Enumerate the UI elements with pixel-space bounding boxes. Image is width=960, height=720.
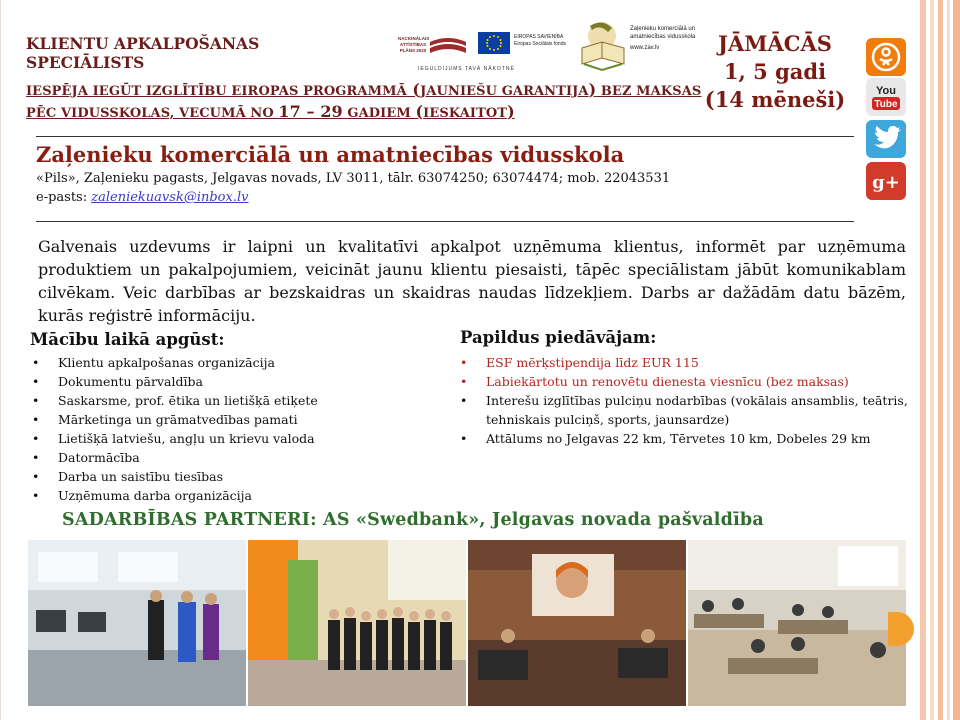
google-plus-icon[interactable]	[866, 162, 906, 200]
subtitle-part1: IESPĒJA IEGŪT IZGLĪTĪBU EIROPAS PROGRAMMĀ	[26, 84, 407, 99]
list-item: • Dokumentu pārvaldība	[30, 372, 430, 391]
subtitle-paren2-open: (	[415, 102, 424, 121]
svg-text:g+: g+	[872, 172, 900, 193]
svg-text:Tube: Tube	[874, 99, 898, 110]
photo-classroom-1	[28, 540, 246, 706]
odnoklassniki-icon[interactable]	[866, 38, 906, 76]
list-item: • Datormācība	[30, 448, 430, 467]
email-label: e-pasts:	[36, 190, 92, 205]
list-item: • Uzņēmuma darba organizācija	[30, 486, 430, 505]
photo-classroom-2	[688, 540, 906, 706]
divider-top	[36, 136, 854, 137]
duration-line3: (14 mēneši)	[704, 87, 846, 112]
latvian-flag-icon	[430, 36, 466, 56]
decorative-side-stripes	[920, 0, 960, 720]
school-logo-text: Zaļenieku komerciālā un amatniecības vidusskola www.zav.lv	[630, 26, 696, 51]
nap-text: NACIONĀLAIS ATTĪSTĪBAS PLĀNS 2020	[398, 36, 430, 53]
subtitle-paren-open: (	[406, 80, 421, 99]
photo-group	[248, 540, 466, 706]
school-logo	[578, 18, 698, 76]
list-item: • Klientu apkalpošanas organizācija	[30, 353, 430, 372]
logo-tagline: IEGULDĪJUMS TAVĀ NĀKOTNĒ	[418, 66, 515, 72]
twitter-icon[interactable]	[866, 120, 906, 158]
divider-bottom	[36, 221, 854, 222]
school-name: Zaļenieku komerciālā un amatniecības vidusskola	[36, 142, 625, 167]
subtitle-part4: GADIEM	[342, 106, 416, 121]
header-title	[26, 34, 259, 72]
list-item: • Attālums no Jelgavas 22 km, Tērvetes 10 km, Dobeles 29 km	[458, 429, 920, 448]
list-item: • Interešu izglītības pulciņu nodarbības (vokālais ansamblis, teātris, tehniskais pulciņš, sports, jaunsardze)	[458, 391, 920, 429]
subtitle-part5: IESKAITOT	[423, 106, 508, 121]
funding-logos	[398, 30, 570, 74]
svg-text:You: You	[876, 85, 896, 97]
book-globe-icon	[578, 18, 628, 74]
header-title-line2: SPECIĀLISTS	[26, 53, 145, 72]
header-subtitle	[26, 80, 716, 124]
list-item: • ESF mērķstipendija līdz EUR 115	[458, 353, 920, 372]
header-title-line1: KLIENTU APKALPOŠANAS	[26, 34, 260, 53]
list-item: • Labiekārtotu un renovētu dienesta viesnīcu (bez maksas)	[458, 372, 920, 391]
offer-heading: Papildus piedāvājam:	[460, 328, 657, 347]
list-item: • Lietišķā latviešu, angļu un krievu valoda	[30, 429, 430, 448]
subtitle-part2: JAUNIEŠU GARANTIJA	[420, 84, 589, 99]
youtube-icon[interactable]	[866, 78, 906, 116]
school-email-row	[36, 190, 248, 205]
school-address: «Pils», Zaļenieku pagasts, Jelgavas novads, LV 3011, tālr. 63074250; 63074474; mob. 22043531	[36, 171, 671, 186]
offer-list	[458, 353, 920, 448]
list-item: • Saskarsme, prof. ētika un lietišķā etiķete	[30, 391, 430, 410]
subtitle-paren2-close: )	[507, 102, 515, 121]
duration-line2: 1, 5 gadi	[723, 59, 827, 84]
partners-line: SADARBĪBAS PARTNERI: AS «Swedbank», Jelgavas novada pašvaldība	[62, 510, 764, 530]
subtitle-paren-close: )	[588, 80, 597, 99]
duration-line1: JĀMĀCĀS	[718, 31, 832, 56]
subtitle-age: 17 – 29	[278, 102, 343, 121]
list-item: • Darba un saistību tiesības	[30, 467, 430, 486]
eu-flag-icon	[478, 32, 510, 54]
job-description: Galvenais uzdevums ir laipni un kvalitatīvi apkalpot uzņēmuma klientus, informēt par uzņēmuma produktiem un pakalpojumiem, veicināt jaunu klientu piesaisti, tāpēc speciālistam jābūt komunikablam cilvēkam. Veic darbības ar bezskaidras un skaidras naudas līdzekļiem. Darbs ar dažādām datu bāzēm, kurās reģistrē informāciju.	[38, 237, 906, 325]
learning-list	[30, 353, 430, 505]
eu-text: EIROPAS SAVIENĪBA Eiropas Sociālais fonds	[514, 34, 566, 47]
nap-logo	[398, 32, 470, 60]
school-email-link[interactable]: zaleniekuavsk@inbox.lv	[91, 190, 249, 205]
subtitle-part3: BEZ MAKSAS PĒC VIDUSSKOLAS, VECUMĀ NO	[26, 84, 702, 121]
photo-presentation	[468, 540, 686, 706]
learning-heading: Mācību laikā apgūst:	[30, 330, 225, 349]
list-item: • Mārketinga un grāmatvedības pamati	[30, 410, 430, 429]
study-duration	[700, 30, 850, 114]
